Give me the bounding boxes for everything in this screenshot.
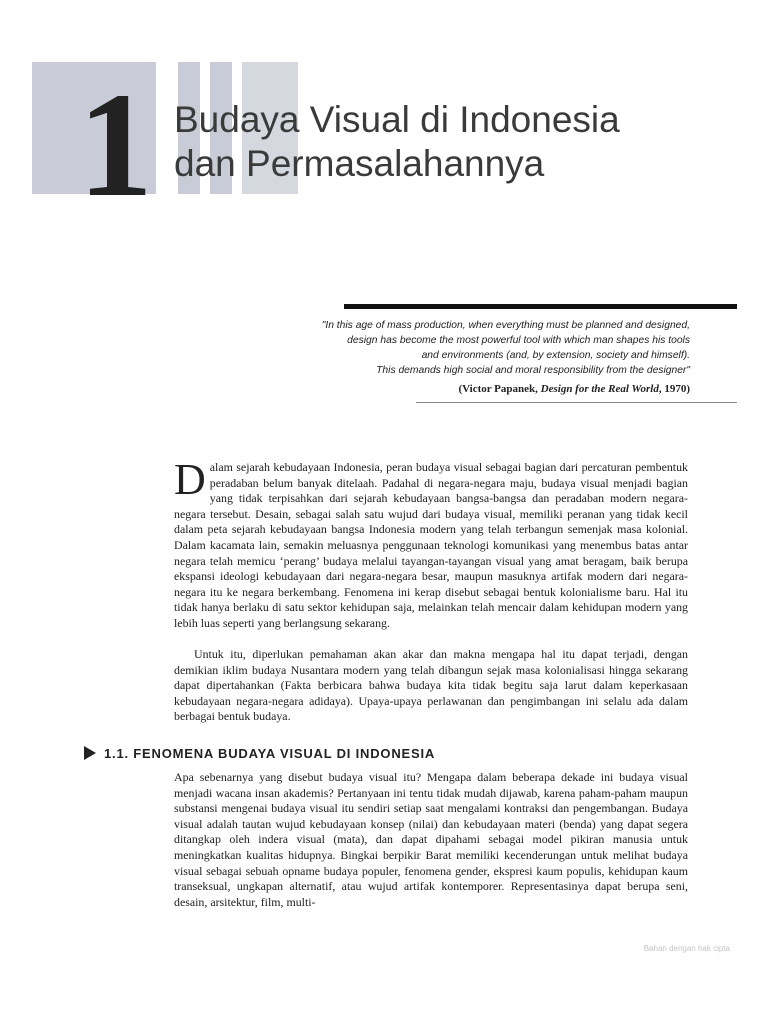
chapter-title-line: Budaya Visual di Indonesia [174, 99, 620, 140]
epigraph-line: "In this age of mass production, when everything must be planned and designed, [321, 320, 690, 331]
body-paragraph: Untuk itu, diperlukan pemahaman akan akar dan makna mengapa hal itu dapat terjadi, dengan demikian iklim budaya Nusantara modern yang telah dibangun sejak masa kolonialisasi hingga sekarang dapat dipertahankan (Fakta berbicara bahwa budaya kita tidak begitu saja larut dalam keperkasaan kebudayaan negara-negara adidaya). Upaya-upaya perlawanan dan pengimbangan ini selalu ada dalam berbagai bentuk budaya. [174, 647, 688, 724]
chapter-number: 1 [78, 62, 149, 228]
copyright-watermark: Bahan dengan hak cipta [643, 944, 730, 953]
citation-prefix: (Victor Papanek, [458, 383, 541, 395]
chapter-title-line: dan Permasalahannya [174, 143, 545, 184]
citation-book-title: Design for the Real World [540, 383, 659, 395]
epigraph-citation [458, 383, 690, 395]
epigraph-bottom-rule [416, 402, 737, 403]
epigraph-line: and environments (and, by extension, society and himself). [421, 350, 690, 361]
section-paragraph: Apa sebenarnya yang disebut budaya visual itu? Mengapa dalam beberapa dekade ini budaya visual menjadi wacana insan akademis? Pertanyaan ini tentu tidak mudah dijawab, karena paham-paham maupun substansi mengenai budaya visual itu sendiri setiap saat mengalami kontraksi dan pengembangan. Budaya visual adalah tautan wujud kebudayaan konsep (nilai) dan kebudayaan materi (benda) yang dapat segera ditangkap oleh indera visual (mata), dan dapat dipahami sebagai model pikiran manusia untuk meningkatkan kualitas hidupnya. Bingkai berpikir Barat memiliki kecenderungan untuk melihat budaya visual sebagai sebuah opname budaya populer, fenomena gender, ekspresi kaum populis, kehidupan kaum transeksual, ungkapan alternatif, atau wujud artifak kontemporer. Representasinya dapat berupa seni, desain, arsitektur, film, multi- [174, 770, 688, 909]
paragraph-text: alam sejarah kebudayaan Indonesia, peran budaya visual sebagai bagian dari percaturan pembentuk peradaban belum banyak ditelaah. Padahal di negara-negara maju, budaya visual menjadi bagian yang tidak terpisahkan dari sejarah kebudayaan bangsa-bangsa dan peradaban modern negara-negara tersebut. Desain, sebagai salah satu wujud dari budaya visual, memiliki peranan yang tidak kecil dalam peta sejarah kebudayaan bangsa Indonesia modern yang telah terbangun semenjak masa kolonial. Dalam kacamata lain, semakin meluasnya penggunaan teknologi komunikasi yang menembus batas antar negara telah memicu ‘perang’ budaya melalui tayangan-tayangan visual yang amat beragam, baik berupa ekspansi ideologi kebudayaan dari negara-negara besar, maupun masuknya artifak modern dari negara-negara itu ke negara berkembang. Fenomena ini kerap disebut sebagai bentuk kolonialisme baru. Hal itu tidak hanya berlaku di satu sektor kehidupan saja, melainkan telah mencair dalam kehidupan modern yang lebih luas seperti yang berlangsung sekarang. [174, 460, 688, 630]
epigraph-top-rule [344, 304, 737, 309]
section-heading-text: 1.1. FENOMENA BUDAYA VISUAL DI INDONESIA [104, 746, 436, 761]
section-heading [84, 746, 435, 761]
body-paragraph [174, 455, 688, 632]
citation-suffix: , 1970) [658, 383, 690, 395]
chapter-title [174, 98, 620, 186]
drop-cap: D [174, 455, 206, 504]
epigraph-quote [270, 318, 690, 378]
epigraph-line: design has become the most powerful tool with which man shapes his tools [347, 335, 690, 346]
triangle-bullet-icon [84, 746, 96, 760]
epigraph-line: This demands high social and moral responsibility from the designer" [376, 365, 690, 376]
